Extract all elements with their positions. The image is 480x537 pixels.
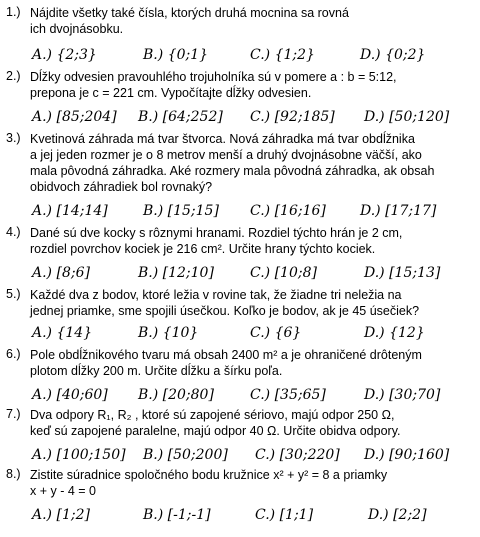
answer-options (0, 322, 480, 344)
answer-options (0, 444, 480, 466)
question-text: Zistite súradnice spoločného bodu kružnice x² + y² = 8 a priamky x + y - 4 = 0 (30, 468, 388, 498)
question-text: Pole obdĺžnikového tvaru má obsah 2400 m² a je ohraničené drôteným plotom dĺžky 200 m. Určite dĺžku a šírku poľa. (30, 348, 422, 378)
option-b[interactable]: B.) [-1;-1] (143, 507, 211, 523)
option-d[interactable]: D.) [50;120] (364, 109, 450, 125)
option-b[interactable]: B.) {0;1} (143, 47, 209, 63)
option-d[interactable]: D.) [15;13] (364, 265, 441, 281)
question-number: 1.) (6, 5, 21, 19)
answer-options (0, 384, 480, 406)
option-d[interactable]: D.) {0;2} (360, 47, 426, 63)
option-a[interactable]: A.) [14;14] (32, 203, 108, 219)
option-b[interactable]: B.) [20;80] (138, 387, 214, 403)
option-b[interactable]: B.) [50;200] (143, 447, 228, 463)
question-number: 5.) (6, 287, 21, 301)
option-d[interactable]: D.) [90;160] (364, 447, 450, 463)
question-number: 3.) (6, 131, 21, 145)
option-c[interactable]: C.) [35;65] (250, 387, 326, 403)
option-b[interactable]: B.) [64;252] (138, 109, 223, 125)
option-c[interactable]: C.) {1;2} (250, 47, 315, 63)
option-c[interactable]: C.) [16;16] (250, 203, 326, 219)
option-a[interactable]: A.) [85;204] (32, 109, 117, 125)
answer-options (0, 262, 480, 284)
option-c[interactable]: C.) [10;8] (250, 265, 317, 281)
option-a[interactable]: A.) [40;60] (32, 387, 108, 403)
option-a[interactable]: A.) {2;3} (32, 47, 97, 63)
question-number: 4.) (6, 225, 21, 239)
answer-options (0, 106, 480, 128)
option-c[interactable]: C.) {6} (250, 325, 302, 341)
answer-options (0, 200, 480, 222)
option-d[interactable]: D.) {12} (364, 325, 425, 341)
question-number: 8.) (6, 467, 21, 481)
option-b[interactable]: B.) [12;10] (138, 265, 214, 281)
option-a[interactable]: A.) [8;6] (32, 265, 90, 281)
option-b[interactable]: B.) {10} (138, 325, 199, 341)
question-number: 6.) (6, 347, 21, 361)
question-number: 2.) (6, 69, 21, 83)
option-c[interactable]: C.) [1;1] (255, 507, 314, 523)
option-c[interactable]: C.) [30;220] (255, 447, 340, 463)
question-text: Dĺžky odvesien pravouhlého trojuholníka sú v pomere a : b = 5:12, prepona je c = 221 cm. Vypočítajte dĺžky odvesien. (30, 70, 397, 100)
option-a[interactable]: A.) {14} (32, 325, 93, 341)
answer-options (0, 44, 480, 66)
answer-options (0, 504, 480, 526)
option-a[interactable]: A.) [1;2] (32, 507, 90, 523)
option-d[interactable]: D.) [17;17] (360, 203, 437, 219)
option-d[interactable]: D.) [2;2] (368, 507, 427, 523)
option-d[interactable]: D.) [30;70] (364, 387, 441, 403)
option-b[interactable]: B.) [15;15] (143, 203, 219, 219)
option-c[interactable]: C.) [92;185] (250, 109, 335, 125)
question-text: Dva odpory R₁, R₂ , ktoré sú zapojené sériovo, majú odpor 250 Ω, keď sú zapojené paralelne, majú odpor 40 Ω. Určite obidva odpory. (30, 408, 401, 438)
question-text: Dané sú dve kocky s rôznymi hranami. Rozdiel týchto hrán je 2 cm, rozdiel povrchov kociek je 216 cm². Určite hrany týchto kociek. (30, 226, 403, 256)
option-a[interactable]: A.) [100;150] (32, 447, 126, 463)
question-text: Nájdite všetky také čísla, ktorých druhá mocnina sa rovná ich dvojnásobku. (30, 6, 349, 36)
question-text: Každé dva z bodov, ktoré ležia v rovine tak, že žiadne tri neležia na jednej priamke, sme spojili úsečkou. Koľko je bodov, ak je 45 úsečiek? (30, 288, 420, 318)
question-number: 7.) (6, 407, 21, 421)
question-text: Kvetinová záhrada má tvar štvorca. Nová záhradka má tvar obdĺžnika a jej jeden rozmer je o 8 metrov menší a druhý dvojnásobne väčší, ako mala pôvodná záhradka. Aké rozmery mala pôvodná záhradka, ak obsah obidvoch záhradiek bol rovnaký? (30, 132, 435, 194)
